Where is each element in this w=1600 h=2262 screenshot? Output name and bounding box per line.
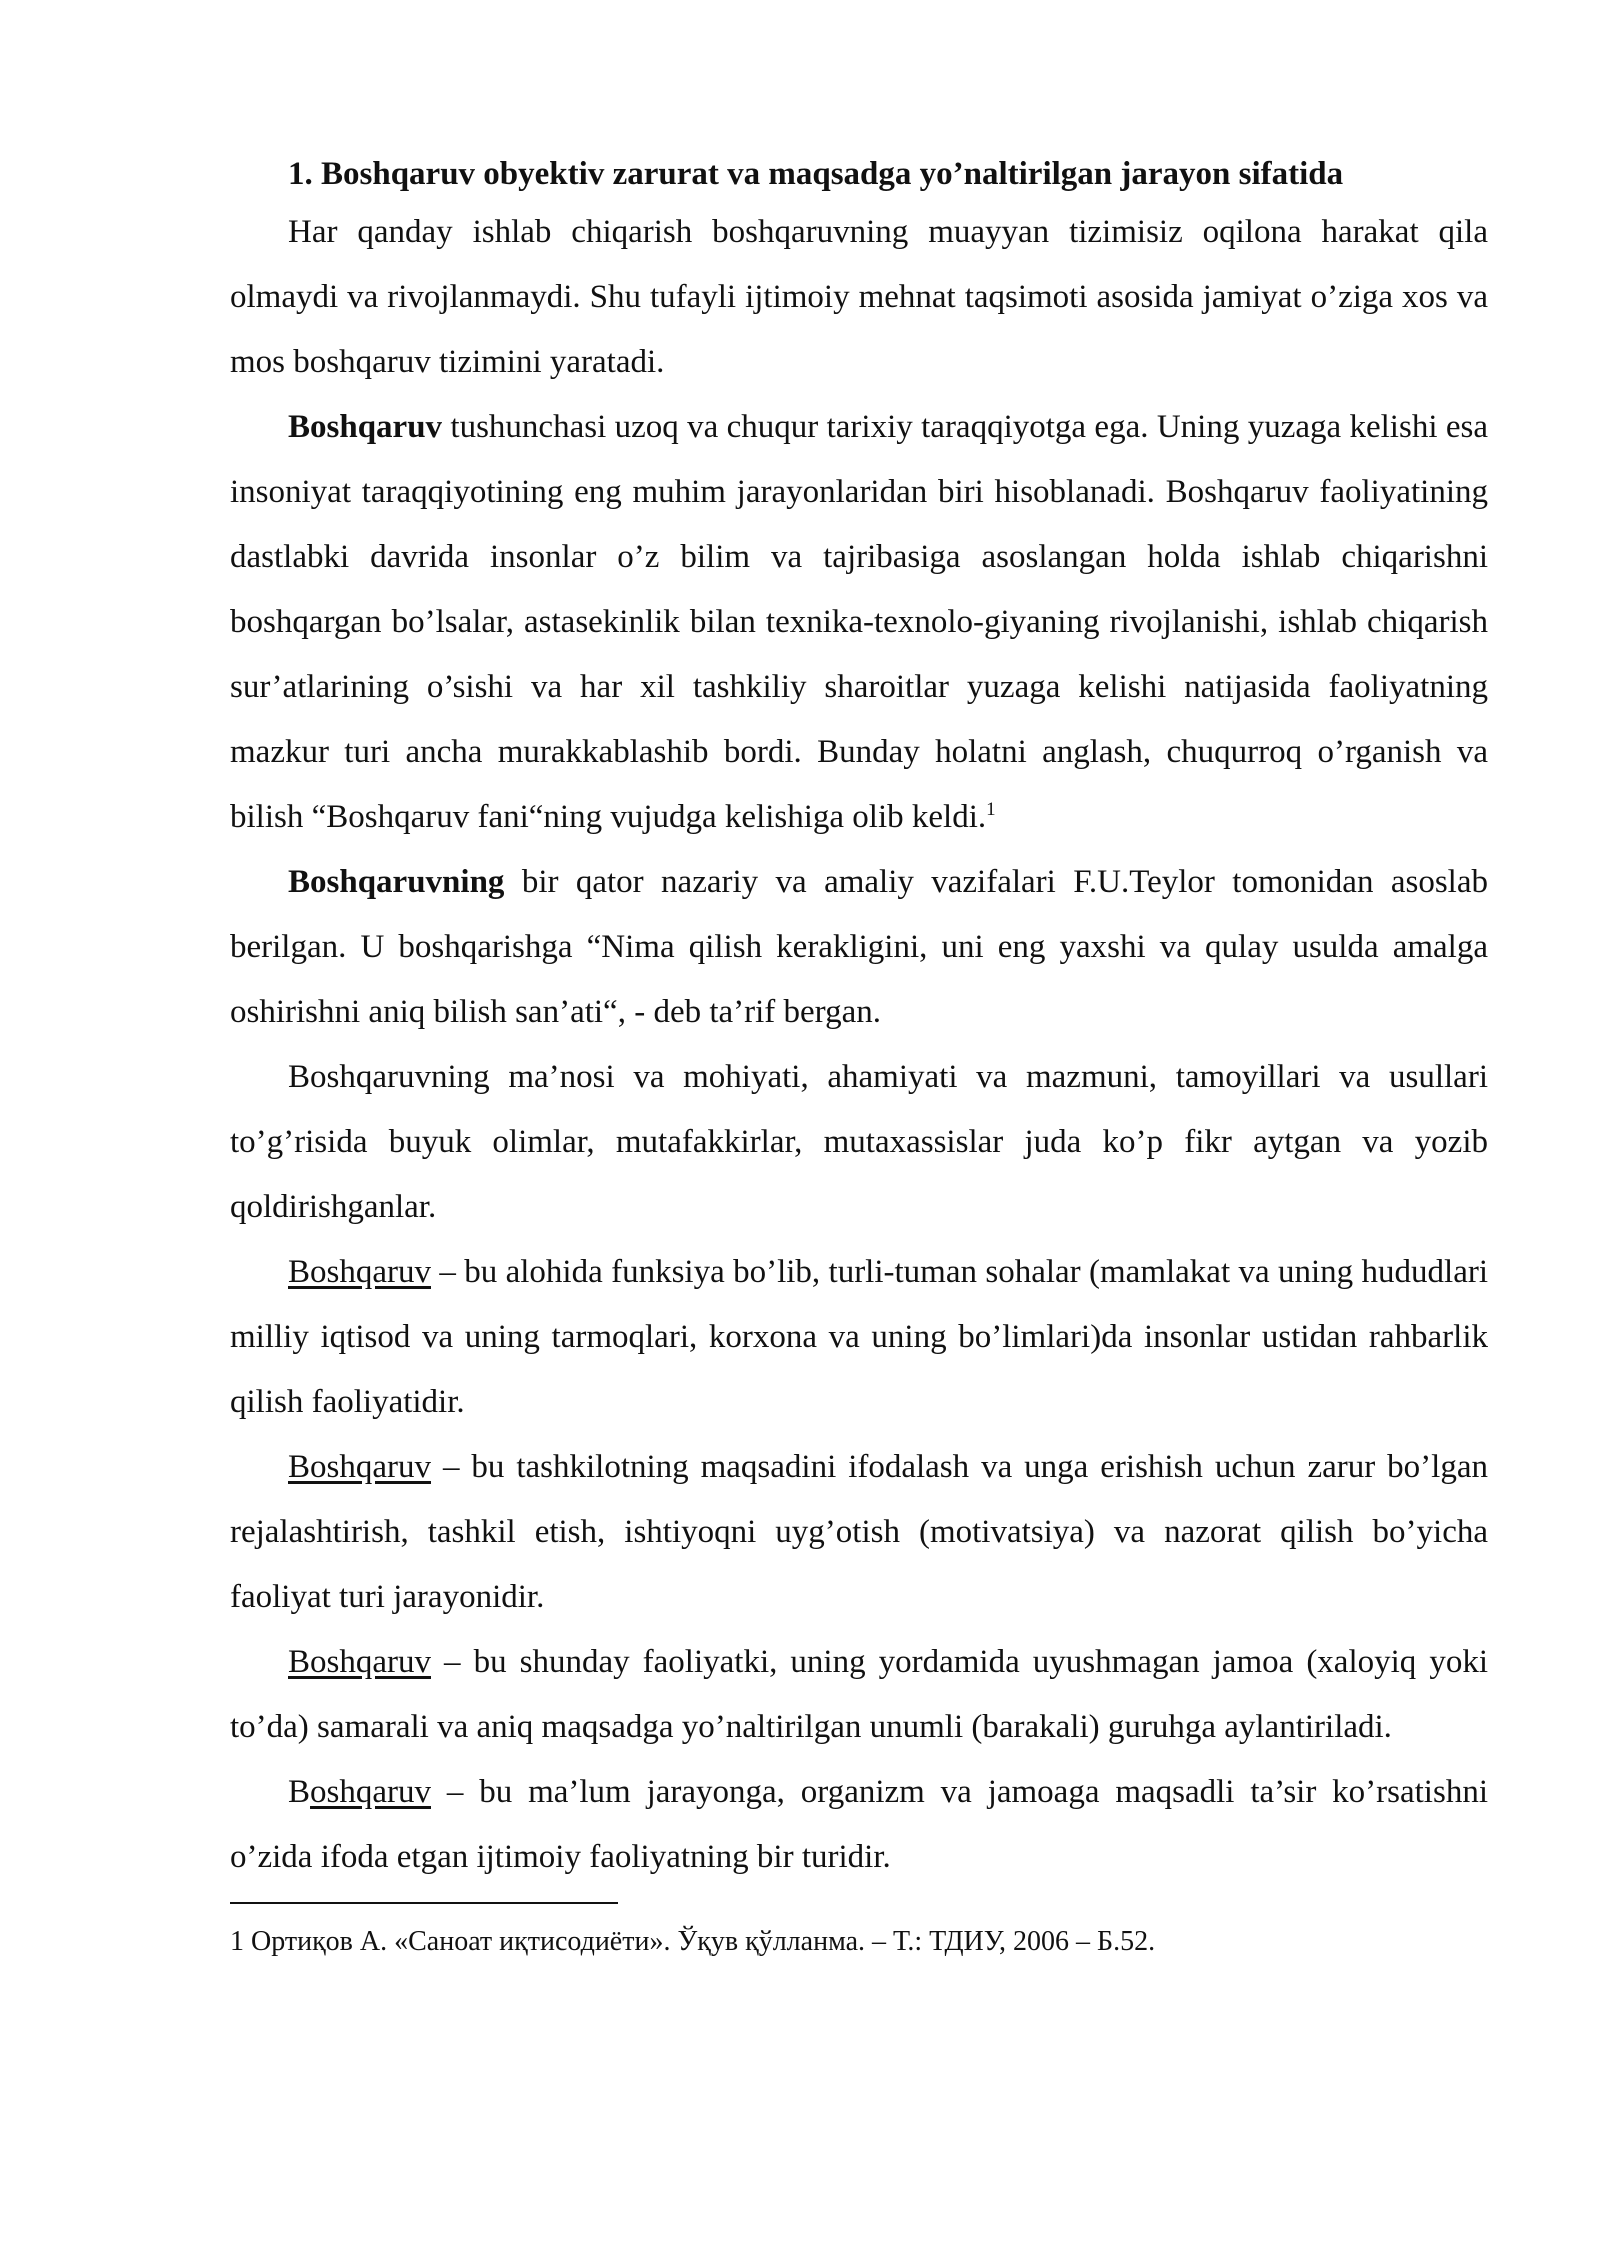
definition-1-term: Boshqaruv <box>288 1254 431 1290</box>
definition-1-text: – bu alohida funksiya bo’lib, turli-tuman sohalar (mamlakat va uning hududlari milliy iqtisod va uning tarmoqlari, korxona va uning bo’limlari)da insonlar ustidan rahbarlik qilish faoliyatidir. <box>230 1254 1488 1420</box>
definition-4 <box>230 1760 1488 1890</box>
term-boshqaruv-bold: Boshqaruv <box>288 409 443 445</box>
definition-3 <box>230 1630 1488 1760</box>
definition-3-text: – bu shunday faoliyatki, uning yordamida uyushmagan jamoa (xaloyiq yoki to’da) samarali va aniq maqsadga yo’naltirilgan unumli (barakali) guruhga aylantiriladi. <box>230 1644 1488 1745</box>
term-boshqaruvning-bold: Boshqaruvning <box>288 864 505 900</box>
footnote: 1 Ортиқов А. «Саноат иқтисодиёти». Ўқув қўлланма. – Т.: ТДИУ, 2006 – Б.52. <box>230 1926 1156 1957</box>
paragraph-2 <box>230 395 1488 850</box>
definition-2 <box>230 1435 1488 1630</box>
paragraph-3 <box>230 850 1488 1045</box>
section-heading: 1. Boshqaruv obyektiv zarurat va maqsadga yo’naltirilgan jarayon sifatida <box>288 156 1344 192</box>
definition-3-term: Boshqaruv <box>288 1644 431 1680</box>
paragraph-2-text: tushunchasi uzoq va chuqur tarixiy taraqqiyotga ega. Uning yuzaga kelishi esa insoniyat taraqqiyotining eng muhim jarayonlaridan biri hisoblanadi. Boshqaruv faoliyatining dastlabki davrida insonlar o’z bilim va tajribasiga asoslangan holda ishlab chiqarishni boshqargan bo’lsalar, astasekinlik bilan texnika-texnolo-giyaning rivojlanishi, ishlab chiqarish sur’atlarining o’sishi va har xil tashkiliy sharoitlar yuzaga kelishi natijasida faoliyatning mazkur turi ancha murakkablashib bordi. Bunday holatni anglash, chuqurroq o’rganish va bilish “Boshqaruv fani“ning vujudga kelishiga olib keldi. <box>230 409 1488 835</box>
definition-4-term: oshqaruv <box>310 1774 431 1810</box>
paragraph-3-text: bir qator nazariy va amaliy vazifalari F.U.Teylor tomonidan asoslab berilgan. U boshqarishga “Nima qilish kerakligini, uni eng yaxshi va qulay usulda amalga oshirishni aniq bilish san’ati“, - deb ta’rif bergan. <box>230 864 1488 1030</box>
definition-2-term: Boshqaruv <box>288 1449 431 1485</box>
footnote-reference[interactable]: 1 <box>986 799 996 820</box>
definition-4-text: – bu ma’lum jarayonga, organizm va jamoaga maqsadli ta’sir ko’rsatishni o’zida ifoda etgan ijtimoiy faoliyatning bir turidir. <box>230 1774 1488 1875</box>
paragraph-1: Har qanday ishlab chiqarish boshqaruvning muayyan tizimisiz oqilona harakat qila olmaydi va rivojlanmaydi. Shu tufayli ijtimoiy mehnat taqsimoti asosida jamiyat o’ziga xos va mos boshqaruv tizimini yaratadi. <box>230 214 1488 380</box>
definition-4-lead-letter: B <box>288 1774 311 1810</box>
paragraph-4: Boshqaruvning ma’nosi va mohiyati, ahamiyati va mazmuni, tamoyillari va usullari to’g’risida buyuk olimlar, mutafakkirlar, mutaxassislar juda ko’p fikr aytgan va yozib qoldirishganlar. <box>230 1059 1488 1225</box>
definition-2-text: – bu tashkilotning maqsadini ifodalash va unga erishish uchun zarur bo’lgan rejalashtirish, tashkil etish, ishtiyoqni uyg’otish (motivatsiya) va nazorat qilish bo’yicha faoliyat turi jarayonidir. <box>230 1449 1488 1615</box>
footnote-separator <box>230 1902 618 1904</box>
definition-1 <box>230 1240 1488 1435</box>
document-page <box>230 150 1488 1962</box>
